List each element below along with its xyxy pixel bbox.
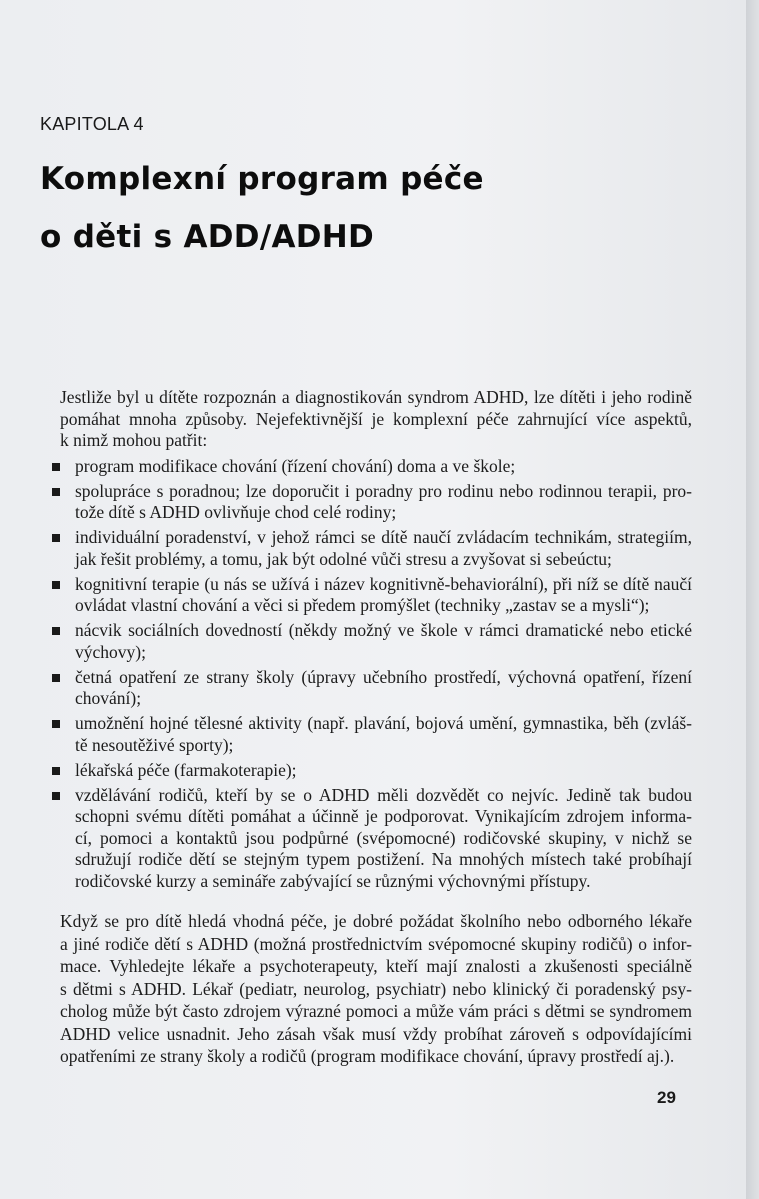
text-line: opatřeními ze strany školy a rodičů (program modifikace chování, úpravy prostředí aj.). — [60, 1046, 675, 1066]
square-bullet-icon — [52, 463, 60, 471]
text-line: jak řešit problémy, a tomu, jak být odolné vůči stresu a zvyšovat si sebeúctu; — [75, 548, 612, 569]
list-item — [60, 785, 692, 893]
text-line: kognitivní terapie (u nás se užívá i název kognitivně-behaviorální), při níž se dítě naučí — [75, 573, 692, 594]
text-line: lékařská péče (farmakoterapie); — [75, 759, 297, 780]
list-item — [60, 713, 692, 756]
text-line: nácvik sociálních dovedností (někdy možný ve škole v rámci dramatické nebo etické — [75, 620, 692, 640]
text-line: vzdělávání rodičů, kteří by se o ADHD měli dozvědět co nejvíc. Jedině tak budou — [75, 784, 692, 805]
title-line: Komplexní program péče — [40, 161, 484, 197]
chapter-title — [40, 150, 484, 266]
list-item — [60, 456, 692, 478]
square-bullet-icon — [52, 674, 60, 682]
text-line: ADHD velice usnadnit. Jeho zásah však musí vždy probíhat zároveň s odpovídajícími — [60, 1023, 692, 1044]
list-item — [60, 481, 692, 524]
square-bullet-icon — [52, 627, 60, 635]
square-bullet-icon — [52, 792, 60, 800]
text-line: schopni svému dítěti pomáhat a účinně je podporovat. Vynikajícím zdrojem informa- — [75, 806, 692, 826]
list-item — [60, 667, 692, 710]
square-bullet-icon — [52, 720, 60, 728]
title-line: o děti s ADD/ADHD — [40, 219, 375, 255]
list-item — [60, 574, 692, 617]
intro-paragraph — [60, 387, 692, 452]
list-item — [60, 527, 692, 570]
text-line: výchovy); — [75, 641, 146, 662]
text-line: a jiné rodiče dětí s ADHD (možná prostřednictvím svépomocné skupiny rodičů) o infor- — [60, 933, 692, 954]
text-line: sdružují rodiče dětí se stejným typem postižení. Na mnohých místech také probíhají — [75, 849, 692, 869]
text-line: Když se pro dítě hledá vhodná péče, je dobré požádat školního nebo odborného lékaře — [60, 911, 692, 931]
text-line: s dětmi s ADHD. Lékař (pediatr, neurolog, psychiatr) nebo klinický či poradenský psy- — [60, 978, 692, 999]
square-bullet-icon — [52, 488, 60, 496]
text-line: chování); — [75, 688, 142, 708]
square-bullet-icon — [52, 534, 60, 542]
text-line: tě nesoutěživé sporty); — [75, 734, 234, 755]
text-line: k nimž mohou patřit: — [60, 430, 208, 450]
list-item — [60, 620, 692, 663]
text-line: spolupráce s poradnou; lze doporučit i poradny pro rodinu nebo rodinnou terapii, pro- — [75, 480, 692, 501]
chapter-label: KAPITOLA 4 — [40, 114, 144, 134]
square-bullet-icon — [52, 767, 60, 775]
text-line: pomáhat mnoha způsoby. Nejefektivnější je komplexní péče zahrnující více aspektů, — [60, 408, 692, 429]
text-line: rodičovské kurzy a semináře zabývající se různými výchovnými přístupy. — [75, 870, 591, 891]
text-line: cholog může být často zdrojem výrazné pomoci a může vám práci s dětmi se syndromem — [60, 1001, 692, 1021]
bullet-list — [60, 456, 692, 893]
intro-section — [60, 387, 692, 896]
text-line: program modifikace chování (řízení chování) doma a ve škole; — [75, 455, 516, 476]
page-edge — [746, 0, 759, 1199]
text-line: četná opatření ze strany školy (úpravy učebního prostředí, výchovná opatření, řízení — [75, 666, 692, 687]
text-line: mace. Vyhledejte lékaře a psychoterapeuty, kteří mají znalosti a zkušenosti speciálně — [60, 956, 692, 976]
text-line: ovládat vlastní chování a věci si předem promýšlet (techniky „zastav se a mysli“); — [75, 595, 650, 615]
square-bullet-icon — [52, 581, 60, 589]
list-item — [60, 760, 692, 782]
text-line: Jestliže byl u dítěte rozpoznán a diagnostikován syndrom ADHD, lze dítěti i jeho rodině — [60, 387, 692, 407]
page-number: 29 — [657, 1088, 676, 1107]
text-line: individuální poradenství, v jehož rámci se dítě naučí zvládacím technikám, strategiím, — [75, 527, 692, 547]
closing-paragraph — [60, 910, 692, 1068]
text-line: umožnění hojné tělesné aktivity (např. plavání, bojová umění, gymnastika, běh (zvláš- — [75, 713, 692, 733]
text-line: cí, pomoci a kontaktů jsou podpůrné (svépomocné) rodičovské skupiny, v nichž se — [75, 827, 692, 848]
text-line: tože dítě s ADHD ovlivňuje chod celé rodiny; — [75, 502, 397, 522]
